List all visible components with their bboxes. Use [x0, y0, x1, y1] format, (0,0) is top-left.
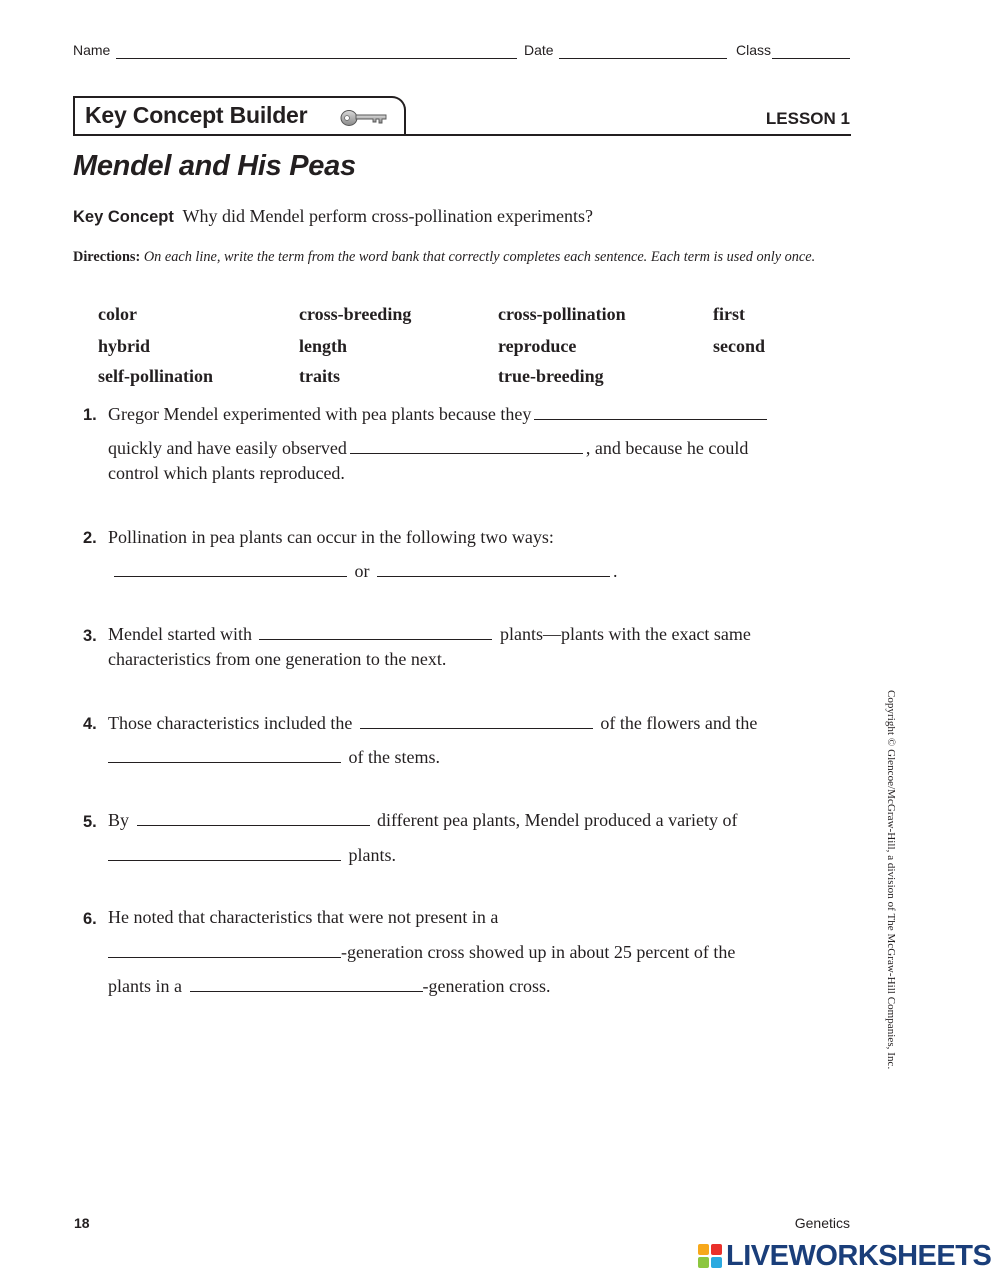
- question-text: plants in a: [108, 976, 182, 996]
- question-text: -generation cross.: [422, 976, 551, 996]
- word-bank-term: cross-breeding: [299, 304, 412, 324]
- question-number: 2.: [83, 529, 97, 547]
- name-label: Name: [73, 42, 111, 58]
- page-title: Mendel and His Peas: [73, 150, 356, 182]
- word-bank-term: color: [98, 304, 137, 324]
- word-bank-term: self-pollination: [98, 366, 214, 386]
- answer-blank[interactable]: [360, 713, 593, 729]
- directions-label: Directions:: [73, 249, 141, 265]
- answer-blank[interactable]: [108, 747, 341, 763]
- date-label: Date: [524, 42, 554, 58]
- word-bank-term: cross-pollination: [498, 304, 626, 324]
- answer-blank[interactable]: [137, 810, 370, 826]
- question-text: Pollination in pea plants can occur in the following two ways:: [108, 527, 554, 547]
- footer-subject: Genetics: [794, 1215, 850, 1231]
- word-bank-term: reproduce: [498, 336, 577, 356]
- question-text: control which plants reproduced.: [108, 463, 345, 483]
- question-1-line-1: [108, 404, 770, 425]
- question-number: 4.: [83, 715, 97, 733]
- question-text: of the stems.: [348, 747, 440, 767]
- question-text: of the flowers and the: [600, 713, 758, 733]
- copyright-text: Copyright © Glencoe/McGraw-Hill, a division of The McGraw-Hill Companies, Inc.: [885, 690, 897, 1070]
- question-number: 1.: [83, 406, 97, 424]
- liveworksheets-wordmark: LIVEWORKSHEETS: [726, 1240, 992, 1272]
- question-5-line-1: [108, 810, 738, 831]
- class-label: Class: [736, 42, 772, 58]
- lesson-label: LESSON 1: [765, 109, 850, 128]
- question-text: -generation cross showed up in about 25 percent of the: [341, 942, 736, 962]
- answer-blank[interactable]: [108, 845, 341, 861]
- question-6-line-1: [108, 907, 498, 928]
- question-text: He noted that characteristics that were not present in a: [108, 907, 499, 927]
- question-2-line-1: [108, 527, 554, 548]
- question-2-line-2: [111, 561, 618, 582]
- banner-rule: [73, 134, 851, 136]
- answer-blank[interactable]: [114, 561, 347, 577]
- key-icon: [340, 107, 388, 129]
- word-bank-term: hybrid: [98, 336, 151, 356]
- question-number: 3.: [83, 627, 97, 645]
- question-4-line-2: [105, 747, 440, 768]
- question-text: plants—plants with the exact same: [499, 624, 751, 644]
- question-text: different pea plants, Mendel produced a variety of: [377, 810, 738, 830]
- question-text: By: [108, 810, 130, 830]
- question-text: .: [613, 561, 618, 581]
- question-text: or: [354, 561, 370, 581]
- question-text: Those characteristics included the: [108, 713, 353, 733]
- directions-text: On each line, write the term from the word bank that correctly completes each sentence. Each term is used only once.: [143, 249, 816, 265]
- answer-blank[interactable]: [108, 942, 341, 958]
- date-field[interactable]: [559, 58, 727, 59]
- question-6-line-2: [105, 942, 735, 963]
- question-6-line-3: [108, 976, 550, 997]
- word-bank-term: length: [299, 336, 348, 356]
- question-text: characteristics from one generation to the next.: [108, 649, 447, 669]
- class-field[interactable]: [772, 58, 850, 59]
- question-5-line-2: [105, 845, 396, 866]
- answer-blank[interactable]: [377, 561, 610, 577]
- page-number: 18: [74, 1215, 90, 1231]
- question-text: Mendel started with: [108, 624, 252, 644]
- key-concept: [73, 206, 593, 227]
- question-text: Gregor Mendel experimented with pea plants because they: [108, 404, 532, 424]
- word-bank-term: first: [713, 304, 745, 324]
- question-text: , and because he could: [585, 438, 749, 458]
- word-bank-term: second: [713, 336, 766, 356]
- question-text: quickly and have easily observed: [108, 438, 347, 458]
- banner-title: Key Concept Builder: [85, 102, 308, 128]
- question-4-line-1: [108, 713, 757, 734]
- question-3-line-1: [108, 624, 751, 645]
- liveworksheets-logo-icon: [698, 1244, 722, 1268]
- key-concept-text: Why did Mendel perform cross-pollination experiments?: [182, 206, 593, 226]
- question-1-line-2: [108, 438, 748, 459]
- answer-blank[interactable]: [534, 404, 767, 420]
- question-text: plants.: [348, 845, 396, 865]
- word-bank-term: traits: [299, 366, 340, 386]
- answer-blank[interactable]: [259, 624, 492, 640]
- name-field[interactable]: [116, 58, 517, 59]
- answer-blank[interactable]: [350, 438, 583, 454]
- question-3-line-2: [108, 649, 446, 670]
- directions: [73, 247, 843, 267]
- question-number: 6.: [83, 910, 97, 928]
- key-concept-label: Key Concept: [73, 208, 174, 226]
- question-number: 5.: [83, 813, 97, 831]
- word-bank-term: true-breeding: [498, 366, 604, 386]
- question-1-line-3: [108, 463, 345, 484]
- answer-blank[interactable]: [190, 976, 423, 992]
